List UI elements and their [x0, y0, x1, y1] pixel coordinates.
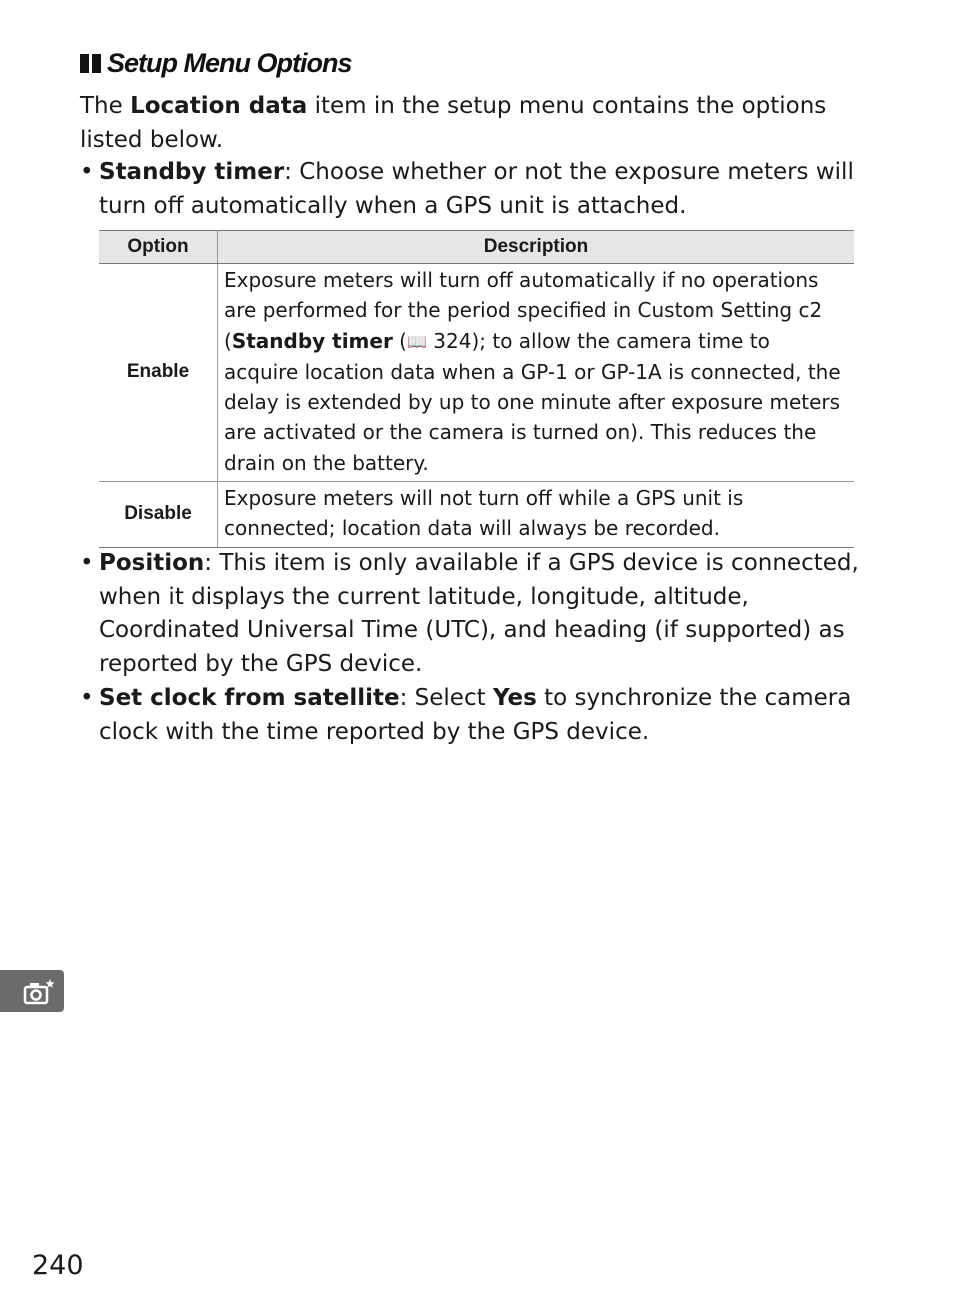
option-enable: Enable — [99, 264, 218, 482]
bullet-term: Standby timer — [99, 159, 285, 185]
option-disable: Disable — [99, 482, 218, 548]
intro-paragraph — [80, 90, 870, 157]
bullet-text: : Select — [399, 685, 493, 711]
options-table — [99, 230, 854, 548]
bullet-text: : Choose whether or not the exposure meters will turn off automatically when a GPS unit is attached. — [99, 159, 854, 219]
table-header-option: Option — [99, 231, 218, 264]
section-title: Setup Menu Options — [107, 48, 352, 78]
table-row — [99, 264, 854, 482]
intro-text: The — [80, 93, 131, 119]
bullet-bold-value: Yes — [492, 685, 537, 711]
heading-marker-icon — [80, 54, 89, 73]
bullet-set-clock — [80, 682, 870, 749]
intro-text: item in the setup menu contains the options listed below. — [80, 93, 827, 153]
camera-setup-icon — [22, 978, 56, 1006]
table-row — [99, 482, 854, 548]
heading-marker-icon — [92, 54, 101, 73]
section-heading — [80, 48, 352, 79]
bullet-text: : This item is only available if a GPS device is connected, when it displays the current latitude, longitude, altitude, Coordinated Universal Time (UTC), and heading (if supported) as reported by the GPS device. — [99, 550, 859, 677]
setup-menu-tab — [0, 970, 64, 1012]
bullet-position — [80, 547, 870, 681]
table-header-description: Description — [218, 231, 855, 264]
page-number: 240 — [32, 1250, 84, 1281]
book-icon: 📖 — [407, 331, 427, 351]
page-reference: 324 — [433, 328, 472, 353]
intro-bold-term: Location data — [130, 93, 308, 119]
option-description: Exposure meters will turn off automatically if no operations are performed for the period specified in Custom Setting c2 (Standby timer (📖 324); to allow the camera time to acquire location data when a GP-1 or GP-1A is connected, the delay is extended by up to one minute after exposure meters are activated or the camera is turned on). This reduces the drain on the battery. — [218, 264, 855, 482]
bullet-term: Set clock from satellite — [99, 685, 400, 711]
bullet-standby-timer — [80, 156, 870, 223]
bullet-icon: • — [80, 159, 94, 185]
bullet-term: Position — [99, 550, 205, 576]
bullet-text: to synchronize the camera clock with the time reported by the GPS device. — [99, 685, 852, 745]
bullet-icon: • — [80, 685, 94, 711]
bullet-icon: • — [80, 550, 94, 576]
option-description: Exposure meters will not turn off while a GPS unit is connected; location data will always be recorded. — [218, 482, 855, 548]
